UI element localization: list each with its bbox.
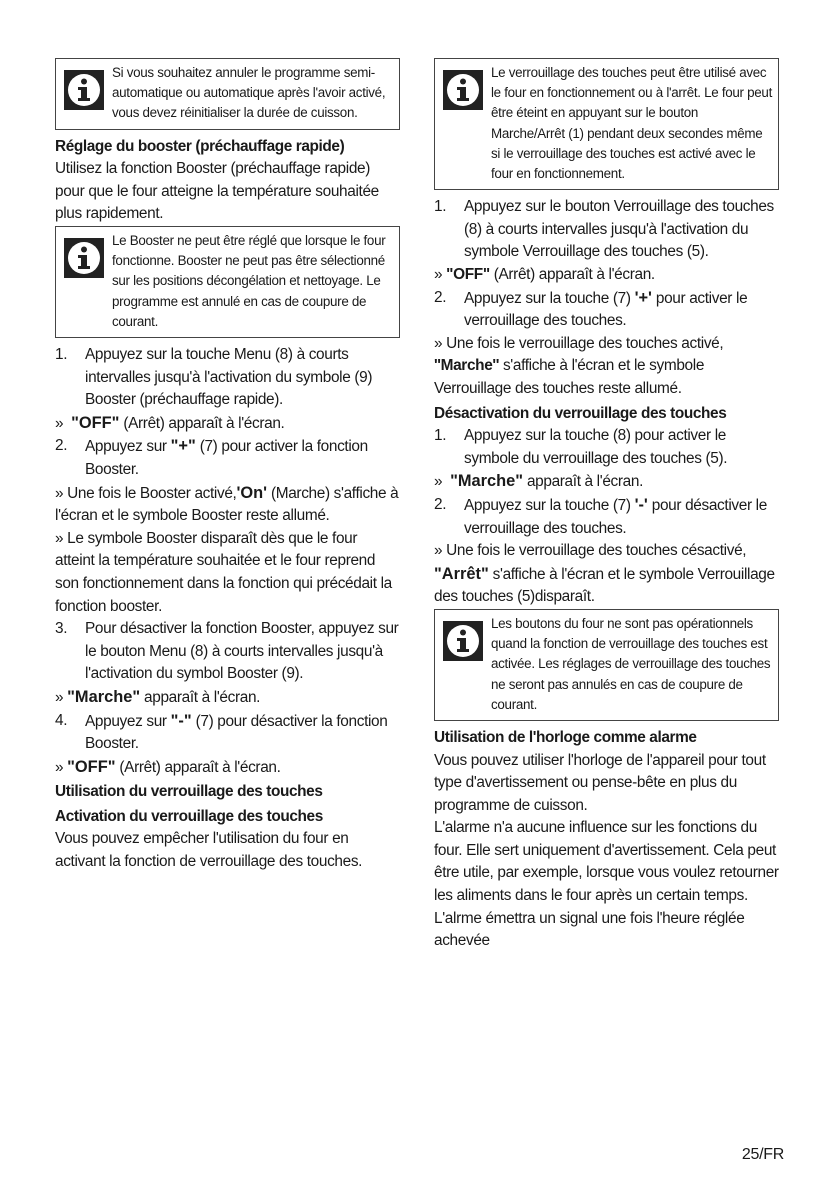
result-paragraph [55,482,400,528]
step-number: 3. [55,620,68,638]
display-value: 'On' [236,483,268,502]
info-icon [435,63,491,111]
result-paragraph [434,540,779,609]
page-number: 25/FR [741,1146,784,1163]
key-label: '+' [634,288,652,307]
result-text: (Arrêt) apparaît à l'écran. [119,414,285,432]
lock-heading: Utilisation du verrouillage des touches [55,783,323,801]
result-marker: » [434,266,443,283]
step-number: 1. [434,427,447,445]
step-text-part: (7) pour activer la fonction Booster. [85,438,368,478]
step-number: 1. [434,198,447,216]
step-number: 2. [434,288,447,306]
display-value: "OFF" [446,266,490,283]
note-text: Le verrouillage des touches peut être utilisé avec le four en fonctionnement ou à l'arrêt. Le four peut être éteint en appuyant sur le bouton Marche/Arrêt (1) pendant deux secondes même si le verrouillage des touches est activé avec le four en fonctionnement. [491,65,772,182]
result-text: apparaît à l'écran. [140,688,261,706]
info-note [55,58,400,130]
alarm-paragraph: Vous pouvez utiliser l'horloge de l'appareil pour tout type d'avertissement ou pense-bête en plus du programme de cuisson. [434,751,766,814]
left-column [55,58,400,874]
activation-heading: Activation du verrouillage des touches [55,807,323,825]
result-marker: » [55,688,64,706]
key-label: "-" [170,711,192,730]
display-value: "OFF" [71,413,120,432]
display-value: "Arrêt" [434,564,489,583]
result-text: (Arrêt) apparaît à l'écran. [115,758,281,776]
alarm-paragraph: L'alarme n'a aucune influence sur les fonctions du four. Elle sert uniquement d'avertissement. Cela peut être utile, par exemple, lorsque vous voulez retourner les aliments dans le four après un certain temps. L'alrme émettra un signal une fois l'heure réglée achevée [434,819,779,950]
step-number: 2. [434,495,447,513]
step-text [464,287,779,333]
display-value: ''Marche'' [434,357,500,375]
result-line [55,686,400,710]
result-text: (Marche) s'affiche à l'écran et le symbole Booster reste allumé. [55,484,399,525]
step-item [434,287,779,333]
step-item [55,618,400,686]
step-text-part: pour désactiver le verrouillage des touches. [464,496,767,537]
step-text-part: Appuyez sur la touche (7) [464,496,635,514]
deactivation-heading: Désactivation du verrouillage des touches [434,404,727,422]
step-text-part: pour activer le verrouillage des touches. [464,289,748,330]
info-icon [435,614,491,662]
right-column [434,58,779,953]
result-line [434,264,779,287]
result-text: » Une fois le Booster activé, [55,484,237,502]
result-paragraph: » Le symbole Booster disparaît dès que le four atteint la température souhaitée et le four reprend son fonctionnement dans la fonction qui précédait la fonction booster. [55,529,392,615]
step-item [55,435,400,481]
result-text: » Une fois le verrouillage des touches césactivé, [434,542,747,560]
result-marker: » [434,473,443,491]
step-number: 1. [55,346,68,363]
step-text [85,710,400,756]
result-marker: » [55,414,64,432]
display-value: "Marche" [67,687,141,706]
step-text: Appuyez sur la touche Menu (8) à courts intervalles jusqu'à l'activation du symbole (9) Booster (préchauffage rapide). [85,346,373,409]
step-text-part: Appuyez sur [85,712,171,730]
result-marker: » [55,758,64,776]
info-icon [56,63,112,111]
info-note [434,609,779,721]
display-value: "Marche" [450,472,524,491]
result-text: » Une fois le verrouillage des touches activé, [434,334,724,352]
step-text [464,494,779,540]
display-value: "OFF" [67,757,116,776]
step-item [434,196,779,264]
result-text: s'affiche à l'écran et le symbole Verrouillage des touches reste allumé. [434,357,705,397]
step-text-part: Appuyez sur [85,438,171,456]
result-text: (Arrêt) apparaît à l'écran. [489,266,655,283]
info-note [55,226,400,338]
info-note [434,58,779,190]
key-label: "+" [170,437,196,456]
booster-heading: Réglage du booster (préchauffage rapide) [55,137,345,155]
step-text-part: Appuyez sur la touche (7) [464,289,635,307]
step-item [434,494,779,540]
activation-text: Vous pouvez empêcher l'utilisation du four en activant la fonction de verrouillage des touches. [55,830,363,871]
info-icon [56,231,112,279]
step-text-part: (7) pour désactiver la fonction Booster. [85,712,388,753]
result-text: s'affiche à l'écran et le symbole Verrouillage des touches (5)disparaît. [434,565,775,606]
step-item [55,710,400,756]
step-item [55,344,400,412]
step-text: Pour désactiver la fonction Booster, appuyez sur le bouton Menu (8) à courts intervalles jusqu'à l'activation du symbol Booster (9). [85,620,399,683]
key-label: '-' [634,495,648,514]
note-text: Si vous souhaitez annuler le programme semi-automatique ou automatique après l'avoir activé, vous devez réinitialiser la durée de cuisson. [112,65,386,121]
step-text: Appuyez sur la touche (8) pour activer le symbole du verrouillage des touches (5). [464,427,728,467]
note-text: Le Booster ne peut être réglé que lorsque le four fonctionne. Booster ne peut pas être sélectionné sur les positions décongélation et nettoyage. Le programme est annulé en cas de coupure de courant. [112,232,386,329]
result-paragraph [434,333,779,401]
result-line [55,756,400,780]
step-item [434,425,779,470]
note-text: Les boutons du four ne sont pas opérationnels quand la fonction de verrouillage des touches est activée. Les réglages de verrouillage des touches ne seront pas annulés en cas de coupure de courant. [491,615,771,712]
result-line [434,470,779,494]
step-number: 4. [55,711,68,729]
result-line [55,412,400,436]
step-text [85,435,400,481]
booster-intro: Utilisez la fonction Booster (préchauffage rapide) pour que le four atteigne la température souhaitée plus rapidement. [55,160,379,223]
step-number: 2. [55,437,68,455]
alarm-heading: Utilisation de l'horloge comme alarme [434,728,697,746]
step-text: Appuyez sur le bouton Verrouillage des touches (8) à courts intervalles jusqu'à l'activation du symbole Verrouillage des touches (5). [464,198,774,261]
result-text: apparaît à l'écran. [523,473,644,491]
